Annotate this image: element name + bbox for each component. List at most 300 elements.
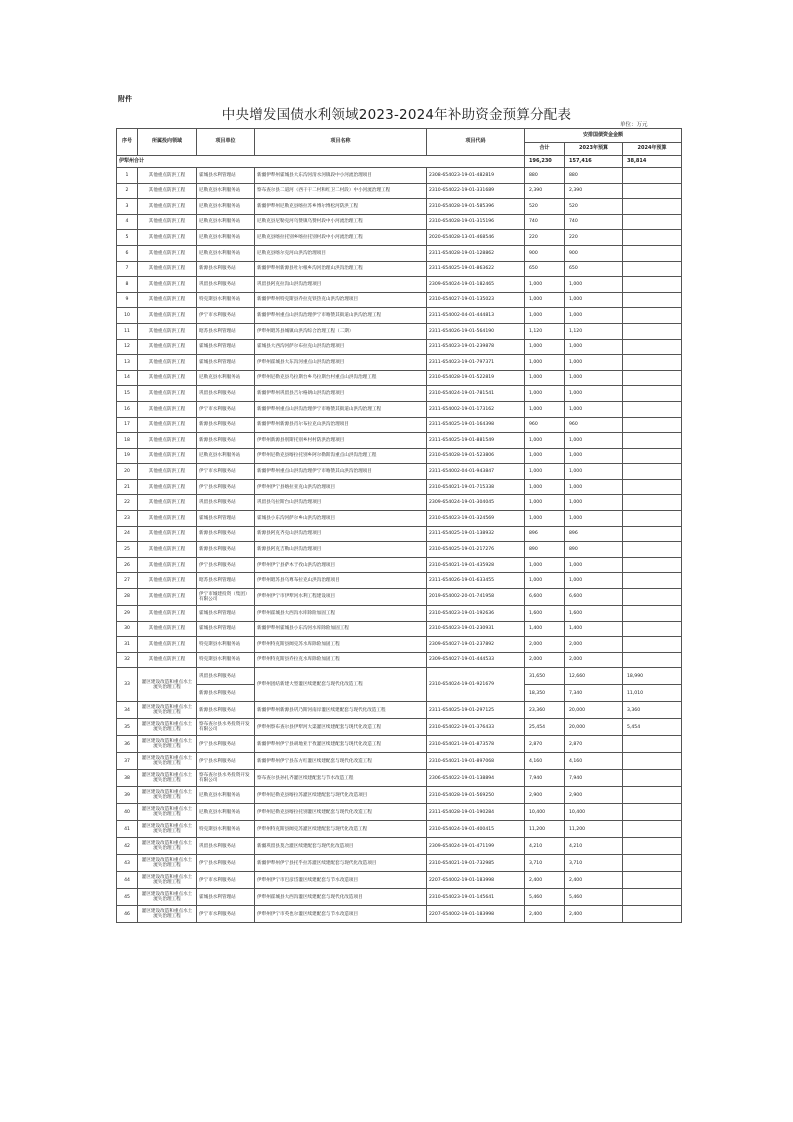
cell-unit: 特克斯县水利服务站 [197,292,255,308]
cell-unit: 伊宁县水利服务站 [197,855,255,872]
cell-domain: 灌区建设改造和重点水土流失治理工程 [138,906,197,923]
cell-unit: 霍城县水利管理站 [197,606,255,622]
cell-total: 650 [525,261,565,277]
cell-domain: 其他重点防洪工程 [138,277,197,293]
cell-unit: 伊宁市水利服务站 [197,906,255,923]
cell-domain: 其他重点防洪工程 [138,261,197,277]
cell-total: 1,000 [525,355,565,371]
cell-unit: 新源县水利服务站 [197,702,255,719]
cell-seq: 21 [117,479,138,495]
cell-project-code: 2309-654024-19-01-471199 [427,838,525,855]
cell-unit: 尼勒克县水利服务站 [197,370,255,386]
summary-label: 伊犁州合计 [117,156,525,168]
cell-project-code: 2310-654027-19-01-135023 [427,292,525,308]
cell-seq: 2 [117,183,138,199]
table-row [117,448,682,464]
cell-unit: 尼勒克县水利服务站 [197,804,255,821]
cell-project-code: 2310-654023-19-01-192636 [427,606,525,622]
cell-2023: 1,000 [565,479,623,495]
cell-project-code: 2311-654028-19-01-190284 [427,804,525,821]
cell-unit: 特克斯县水利服务站 [197,652,255,668]
cell-project-name: 伊犁州伊宁县萨木于孜山洪沟治理项目 [255,557,427,573]
cell-project-code: 2310-654023-19-01-324569 [427,511,525,527]
cell-seq: 32 [117,652,138,668]
cell-total: 2,390 [525,183,565,199]
cell-domain: 灌区建设改造和重点水土流失治理工程 [138,753,197,770]
cell-unit: 霍城县水利管理站 [197,889,255,906]
cell-project-name: 新疆伊犁州特克斯县乔拉克铁热克山洪沟治理项目 [255,292,427,308]
cell-seq: 43 [117,855,138,872]
cell-2024: 3,360 [623,702,682,719]
cell-project-code: 2310-654022-19-01-376433 [427,719,525,736]
cell-project-code: 2310-654028-19-01-522819 [427,370,525,386]
cell-2024 [623,308,682,324]
cell-seq: 39 [117,787,138,804]
cell-project-name: 伊犁州昭苏县城镇山洪沟综合治理工程（二期） [255,323,427,339]
cell-2023: 7,940 [565,770,623,787]
cell-domain: 灌区建设改造和重点水土流失治理工程 [138,872,197,889]
cell-2023: 1,000 [565,557,623,573]
cell-unit: 霍城县水利管理站 [197,355,255,371]
table-row [117,199,682,215]
table-row [117,906,682,923]
cell-domain: 其他重点防洪工程 [138,323,197,339]
cell-2023: 2,000 [565,652,623,668]
cell-project-code: 2311-654002-19-01-173162 [427,401,525,417]
cell-domain: 其他重点防洪工程 [138,495,197,511]
cell-project-code: 2207-654002-19-01-183998 [427,906,525,923]
cell-total: 2,400 [525,906,565,923]
cell-project-code: 2311-654026-19-01-564190 [427,323,525,339]
cell-project-name: 霍城县小东沟河萨尔乡山洪沟治理项目 [255,511,427,527]
cell-2024: 18,990 [623,668,682,685]
cell-unit: 昭苏县水利管理站 [197,323,255,339]
cell-2023: 1,000 [565,573,623,589]
cell-seq: 36 [117,736,138,753]
cell-project-code: 2311-654023-19-01-797371 [427,355,525,371]
table-row [117,433,682,449]
cell-2023: 650 [565,261,623,277]
cell-2023: 2,400 [565,872,623,889]
cell-project-code: 2310-654021-19-01-897068 [427,753,525,770]
cell-2023: 5,460 [565,889,623,906]
cell-2023: 880 [565,168,623,184]
cell-project-name: 新疆伊犁州新源县巩乃斯河南岸灌区续建配套与现代化改造工程 [255,702,427,719]
cell-project-code: 2308-654023-19-01-482819 [427,168,525,184]
cell-unit: 新源县水利服务站 [197,685,255,702]
cell-seq: 41 [117,821,138,838]
cell-total: 1,000 [525,370,565,386]
cell-seq: 24 [117,526,138,542]
cell-project-name: 新疆伊犁州霍城县大东沟河清水河镇段中小河流治理项目 [255,168,427,184]
cell-project-name: 新疆伊犁州伊宁县胡地亚于孜灌区续建配套与现代化改造工程 [255,736,427,753]
cell-domain: 其他重点防洪工程 [138,308,197,324]
cell-total: 11,200 [525,821,565,838]
cell-2023: 20,000 [565,702,623,719]
table-row [117,855,682,872]
cell-2023: 1,000 [565,401,623,417]
cell-unit: 尼勒克县水利服务站 [197,448,255,464]
cell-project-code: 2310-654021-19-01-715338 [427,479,525,495]
cell-project-name: 伊犁州昭苏县乌尊布拉克山洪沟治理项目 [255,573,427,589]
cell-unit: 巩留县水利服务站 [197,386,255,402]
cell-seq: 23 [117,511,138,527]
cell-2024 [623,417,682,433]
cell-domain: 灌区建设改造和重点水土流失治理工程 [138,855,197,872]
cell-project-name: 伊犁州伊宁市英也尔灌区续建配套与节水改造项目 [255,906,427,923]
cell-seq: 5 [117,230,138,246]
cell-total: 1,000 [525,292,565,308]
table-row [117,526,682,542]
cell-total: 220 [525,230,565,246]
cell-project-code: 2310-654024-19-01-400415 [427,821,525,838]
cell-seq: 6 [117,245,138,261]
cell-domain: 其他重点防洪工程 [138,183,197,199]
cell-domain: 其他重点防洪工程 [138,199,197,215]
cell-total: 520 [525,199,565,215]
cell-2023: 900 [565,245,623,261]
table-row [117,323,682,339]
cell-seq: 30 [117,621,138,637]
cell-project-code: 2306-654022-19-01-138894 [427,770,525,787]
cell-2024 [623,230,682,246]
table-row [117,589,682,606]
cell-project-name: 伊犁州尼勒克县乌拉斯台乡乌拉斯台村重点山洪沟治理工程 [255,370,427,386]
cell-2024 [623,199,682,215]
cell-2024 [623,339,682,355]
cell-seq: 13 [117,355,138,371]
cell-domain: 其他重点防洪工程 [138,557,197,573]
cell-domain: 其他重点防洪工程 [138,355,197,371]
table-row [117,821,682,838]
cell-unit: 新源县水利服务站 [197,526,255,542]
cell-seq: 7 [117,261,138,277]
cell-project-name: 伊犁州伊宁市巴彦岱灌区续建配套与节水改造项目 [255,872,427,889]
cell-project-name: 察布查尔县二道河（西干干二村和红卫二村段）中小河流治理工程 [255,183,427,199]
cell-project-code: 2310-654025-19-01-217276 [427,542,525,558]
table-row [117,464,682,480]
table-row [117,542,682,558]
cell-2023: 7,340 [565,685,623,702]
header-unit: 项目单位 [197,129,255,156]
cell-2023: 1,000 [565,355,623,371]
cell-2024 [623,261,682,277]
table-row [117,736,682,753]
cell-2024 [623,838,682,855]
cell-2024 [623,495,682,511]
attachment-label: 附件 [118,95,132,103]
cell-project-name: 伊犁州特克斯县阔克苏水库除险加固工程 [255,637,427,653]
cell-total: 1,000 [525,511,565,527]
cell-domain: 灌区建设改造和重点水土流失治理工程 [138,838,197,855]
cell-2023: 740 [565,214,623,230]
cell-project-name: 伊犁州伊宁县喀拉亚克山洪沟治理项目 [255,479,427,495]
cell-project-name: 尼勒克县喀拉托别乡喀拉托别村段中小河流治理工程 [255,230,427,246]
cell-project-name: 新疆伊犁州尼勒克县喀拉苏乡博尔博松河防洪工程 [255,199,427,215]
cell-unit: 巩留县水利服务站 [197,277,255,293]
cell-domain: 其他重点防洪工程 [138,589,197,606]
cell-project-code: 2311-654002-04-01-943847 [427,464,525,480]
cell-2023: 12,660 [565,668,623,685]
cell-2024 [623,652,682,668]
cell-project-name: 新源县阿克吉勒山洪沟治理项目 [255,542,427,558]
cell-domain: 其他重点防洪工程 [138,245,197,261]
cell-2023: 1,000 [565,386,623,402]
summary-2023: 157,416 [565,156,623,168]
cell-project-name: 新疆巩留县莫合灌区续建配套与现代化改造项目 [255,838,427,855]
cell-seq: 22 [117,495,138,511]
table-row [117,770,682,787]
cell-project-name: 新疆伊犁州霍城县小东沟河水库除险加固工程 [255,621,427,637]
cell-total: 880 [525,168,565,184]
cell-total: 2,870 [525,736,565,753]
cell-project-code: 2310-654028-19-01-569250 [427,787,525,804]
cell-project-code: 2310-654021-19-01-873578 [427,736,525,753]
cell-total: 740 [525,214,565,230]
table-row [117,214,682,230]
cell-seq: 15 [117,386,138,402]
cell-2024 [623,183,682,199]
cell-2024 [623,433,682,449]
cell-domain: 其他重点防洪工程 [138,386,197,402]
cell-project-name: 伊犁州新源县别斯托别乡村村防洪治理项目 [255,433,427,449]
cell-seq: 38 [117,770,138,787]
cell-domain: 其他重点防洪工程 [138,637,197,653]
cell-unit: 霍城县水利管理站 [197,511,255,527]
cell-unit: 伊宁市水利服务站 [197,308,255,324]
cell-2024 [623,168,682,184]
cell-domain: 其他重点防洪工程 [138,339,197,355]
cell-unit: 新源县水利服务站 [197,261,255,277]
document-title: 中央增发国债水利领域2023-2024年补助资金预算分配表 [221,107,572,123]
header-2024: 2024年预算 [623,143,682,156]
header-project-name: 项目名称 [255,129,427,156]
cell-2023: 2,900 [565,787,623,804]
cell-domain: 其他重点防洪工程 [138,464,197,480]
cell-unit: 特克斯县水利服务站 [197,821,255,838]
table-row [117,245,682,261]
cell-total: 1,000 [525,433,565,449]
cell-total: 1,000 [525,479,565,495]
cell-domain: 灌区建设改造和重点水土流失治理工程 [138,787,197,804]
cell-project-code: 2310-654023-19-01-230931 [427,621,525,637]
cell-domain: 其他重点防洪工程 [138,230,197,246]
table-row [117,230,682,246]
cell-total: 1,120 [525,323,565,339]
cell-domain: 灌区建设改造和重点水土流失治理工程 [138,770,197,787]
table-row [117,838,682,855]
cell-2024 [623,511,682,527]
table-row [117,621,682,637]
cell-total: 4,210 [525,838,565,855]
cell-unit: 巩留县水利服务站 [197,495,255,511]
cell-2024 [623,245,682,261]
summary-row [117,156,682,168]
cell-total: 18,350 [525,685,565,702]
cell-domain: 其他重点防洪工程 [138,292,197,308]
cell-seq: 12 [117,339,138,355]
table-row [117,495,682,511]
cell-2024 [623,386,682,402]
cell-project-code: 2310-654021-19-01-435928 [427,557,525,573]
cell-seq: 44 [117,872,138,889]
cell-2023: 3,710 [565,855,623,872]
cell-total: 2,000 [525,637,565,653]
header-project-code: 项目代码 [427,129,525,156]
cell-project-name: 新疆伊犁州重点山洪沟治理伊宁市喀赞其街道山洪沟治理工程 [255,401,427,417]
cell-2024 [623,214,682,230]
summary-total: 196,230 [525,156,565,168]
cell-2023: 10,400 [565,804,623,821]
table-row [117,339,682,355]
cell-seq: 8 [117,277,138,293]
cell-total: 31,650 [525,668,565,685]
cell-total: 1,000 [525,308,565,324]
cell-seq: 31 [117,637,138,653]
cell-project-code: 2311-654025-19-01-297125 [427,702,525,719]
cell-total: 10,400 [525,804,565,821]
cell-unit: 尼勒克县水利服务站 [197,230,255,246]
cell-project-name: 伊犁州霍城县大西沟灌区续建配套与现代化改造项目 [255,889,427,906]
cell-2024 [623,277,682,293]
table-row [117,702,682,719]
cell-seq: 10 [117,308,138,324]
cell-project-code: 2311-654028-19-01-128862 [427,245,525,261]
cell-2023: 2,870 [565,736,623,753]
cell-domain: 其他重点防洪工程 [138,370,197,386]
table-row [117,370,682,386]
cell-2024 [623,889,682,906]
cell-project-name: 新疆伊犁州伊宁县东方红灌区续建配套与现代化改造工程 [255,753,427,770]
cell-domain: 其他重点防洪工程 [138,511,197,527]
cell-2024 [623,573,682,589]
cell-unit: 新源县水利服务站 [197,433,255,449]
cell-unit: 尼勒克县水利服务站 [197,183,255,199]
cell-seq: 17 [117,417,138,433]
cell-2023: 4,210 [565,838,623,855]
cell-2023: 2,390 [565,183,623,199]
table-row [117,804,682,821]
cell-seq: 25 [117,542,138,558]
cell-total: 7,940 [525,770,565,787]
cell-unit: 伊宁市水利服务站 [197,401,255,417]
cell-2023: 1,000 [565,292,623,308]
header-2023: 2023年预算 [565,143,623,156]
table-row [117,292,682,308]
cell-2024 [623,464,682,480]
cell-project-name: 巩留县阿克拉沟山洪沟治理项目 [255,277,427,293]
cell-project-name: 巩留县乌拉斯台山洪沟治理项目 [255,495,427,511]
cell-seq: 34 [117,702,138,719]
header-amount-group: 安排国债资金金额 [525,129,682,143]
cell-total: 1,000 [525,386,565,402]
cell-project-code: 2310-654024-19-01-921679 [427,668,525,702]
cell-total: 1,400 [525,621,565,637]
cell-2024 [623,542,682,558]
cell-project-code: 2311-654026-19-01-633455 [427,573,525,589]
cell-project-code: 2311-654025-19-01-138932 [427,526,525,542]
cell-domain: 灌区建设改造和重点水土流失治理工程 [138,821,197,838]
cell-total: 5,460 [525,889,565,906]
cell-project-name: 新疆伊犁州重点山洪沟治理伊宁市喀赞其山洪沟治理项目 [255,464,427,480]
table-row [117,573,682,589]
cell-2023: 1,400 [565,621,623,637]
cell-total: 1,000 [525,277,565,293]
cell-domain: 灌区建设改造和重点水土流失治理工程 [138,719,197,736]
cell-seq: 29 [117,606,138,622]
cell-2024 [623,355,682,371]
cell-2024 [623,855,682,872]
table-row [117,889,682,906]
table-row [117,261,682,277]
cell-domain: 灌区建设改造和重点水土流失治理工程 [138,736,197,753]
cell-total: 1,000 [525,339,565,355]
cell-project-name: 伊犁州团结新建大型灌区续建配套与现代化改造工程 [255,668,427,702]
cell-project-code: 2020-654028-13-01-468546 [427,230,525,246]
cell-2023: 4,160 [565,753,623,770]
cell-2024 [623,479,682,495]
cell-seq: 45 [117,889,138,906]
cell-2023: 1,600 [565,606,623,622]
cell-2024 [623,606,682,622]
cell-2023: 2,000 [565,637,623,653]
cell-seq: 46 [117,906,138,923]
cell-project-code: 2311-654023-19-01-239878 [427,339,525,355]
header-total: 合计 [525,143,565,156]
table-row [117,355,682,371]
table-row [117,308,682,324]
cell-total: 1,600 [525,606,565,622]
cell-seq: 37 [117,753,138,770]
table-row [117,417,682,433]
cell-2023: 1,120 [565,323,623,339]
cell-project-code: 2309-654027-19-01-237892 [427,637,525,653]
cell-2024 [623,906,682,923]
table-row [117,753,682,770]
cell-2023: 220 [565,230,623,246]
cell-domain: 其他重点防洪工程 [138,401,197,417]
cell-project-code: 2309-654024-19-01-304045 [427,495,525,511]
cell-unit: 尼勒克县水利服务站 [197,787,255,804]
unit-note: 单位：万元 [620,122,648,128]
cell-project-code: 2310-654023-19-01-145641 [427,889,525,906]
cell-2023: 2,400 [565,906,623,923]
cell-2024 [623,637,682,653]
cell-seq: 33 [117,668,138,702]
cell-unit: 霍城县水利管理站 [197,339,255,355]
cell-seq: 20 [117,464,138,480]
cell-seq: 40 [117,804,138,821]
cell-project-name: 伊犁州特克斯县阔克苏灌区续建配套与现代化改造工程 [255,821,427,838]
cell-seq: 9 [117,292,138,308]
cell-unit: 霍城县水利管理站 [197,621,255,637]
budget-table [116,128,682,923]
table-row [117,872,682,889]
cell-total: 1,000 [525,464,565,480]
cell-2023: 1,000 [565,277,623,293]
cell-project-code: 2311-654025-19-01-863622 [427,261,525,277]
table-row [117,719,682,736]
cell-project-name: 新源县阿克齐克山洪沟治理项目 [255,526,427,542]
cell-2023: 890 [565,542,623,558]
cell-project-code: 2309-654024-19-01-182465 [427,277,525,293]
cell-2024 [623,448,682,464]
cell-domain: 其他重点防洪工程 [138,168,197,184]
cell-2023: 11,200 [565,821,623,838]
cell-project-name: 新疆伊犁州伊宁县托乎拉苏灌区续建配套与现代化改造项目 [255,855,427,872]
cell-2024: 5,454 [623,719,682,736]
table-row [117,637,682,653]
